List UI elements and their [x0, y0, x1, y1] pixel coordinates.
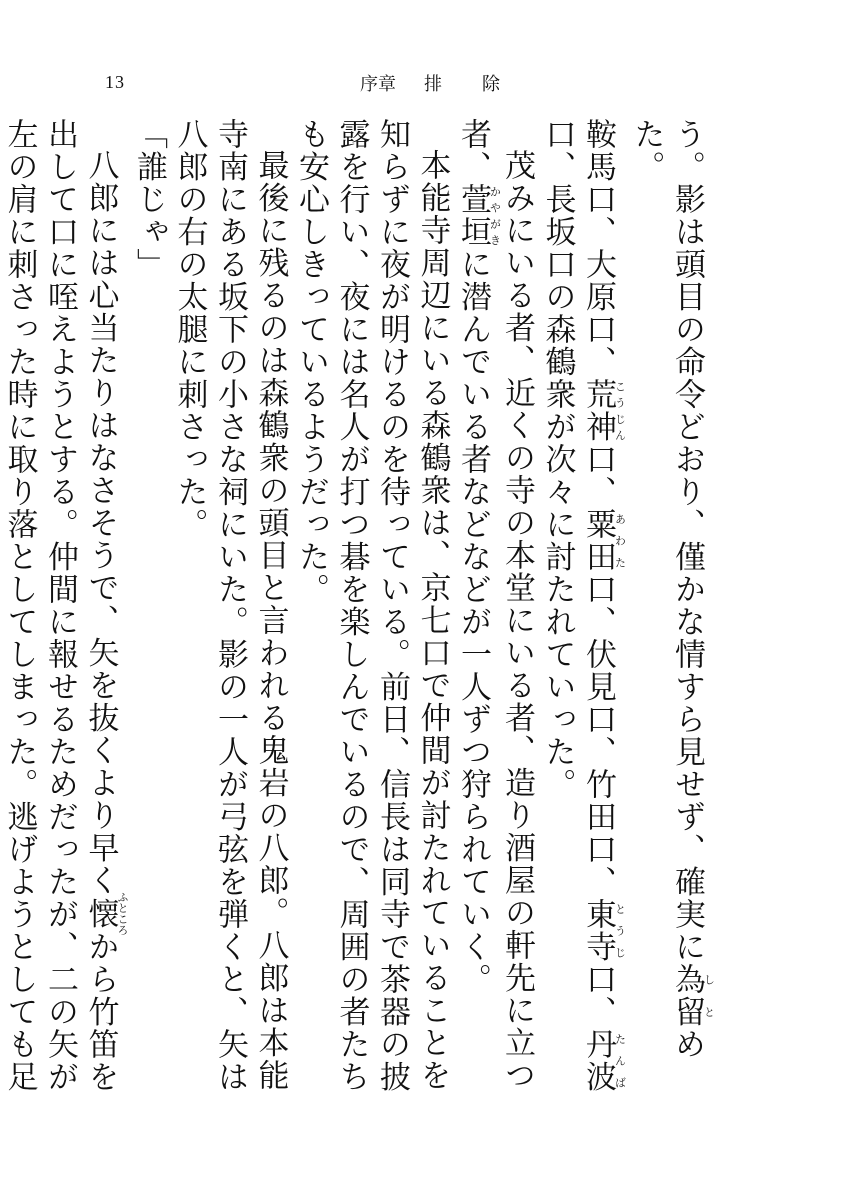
paragraph-1: う。影は頭目の命令どおり、僅かな情すら見せず、確実に為留しとめた。	[628, 118, 716, 1061]
page-number: 13	[105, 72, 125, 92]
ruby-awata: 粟田あわた	[580, 508, 627, 573]
ruby-kayagaki: 萱垣かやがき	[455, 183, 502, 248]
paragraph-3: 茂みにいる者、近くの寺の本堂にいる者、造り酒屋の軒先に立つ者、萱垣かやがきに潜んでいる者などなどが一人ずつ狩られていく。	[455, 118, 535, 1092]
body-text	[1, 118, 716, 1118]
ruby-touji: 東寺とうじ	[580, 898, 627, 963]
title-char-2: 除	[482, 74, 500, 95]
paragraph-5: 最後に残るのは森鶴衆の頭目と言われる鬼岩の八郎。八郎は本能寺南にある坂下の小さな祠にいた。影の一人が弓弦を弾くと、矢は八郎の右の太腿に刺さった。	[171, 118, 289, 1093]
running-title	[360, 70, 500, 96]
paragraph-4: 本能寺周辺にいる森鶴衆は、京七口で仲間が討たれていることを知らずに夜が明けるのを待っている。前日、信長は同寺で茶器の披露を行い、夜には名人が打つ碁を楽しんでいるので、周囲の者たちも安心しきっているようだった。	[293, 118, 451, 1093]
ruby-tanba: 丹波たんば	[580, 1028, 627, 1093]
ruby-futokoro: 懐ふところ	[82, 891, 129, 936]
title-char-1: 排	[424, 74, 442, 95]
chapter-label: 序章	[360, 74, 396, 95]
paragraph-7: 八郎には心当たりはなさそうで、矢を抜くより早く懐ふところから竹笛を出して口に咥えようとする。仲間に報せるためだったが、二の矢が左の肩に刺さった時に取り落としてしまった。逃げようとしても足	[1, 118, 129, 1093]
ruby-shitome: 為留しと	[669, 963, 716, 1028]
paragraph-6-dialogue: 「誰じゃ」	[131, 118, 167, 281]
paragraph-2: 鞍馬口、大原口、荒神こうじん口、粟田あわた口、伏見口、竹田口、東寺とうじ口、丹波たんば口、長坂口の森鶴衆が次々に討たれていった。	[539, 118, 627, 1093]
ruby-koujin: 荒神こうじん	[580, 378, 627, 443]
